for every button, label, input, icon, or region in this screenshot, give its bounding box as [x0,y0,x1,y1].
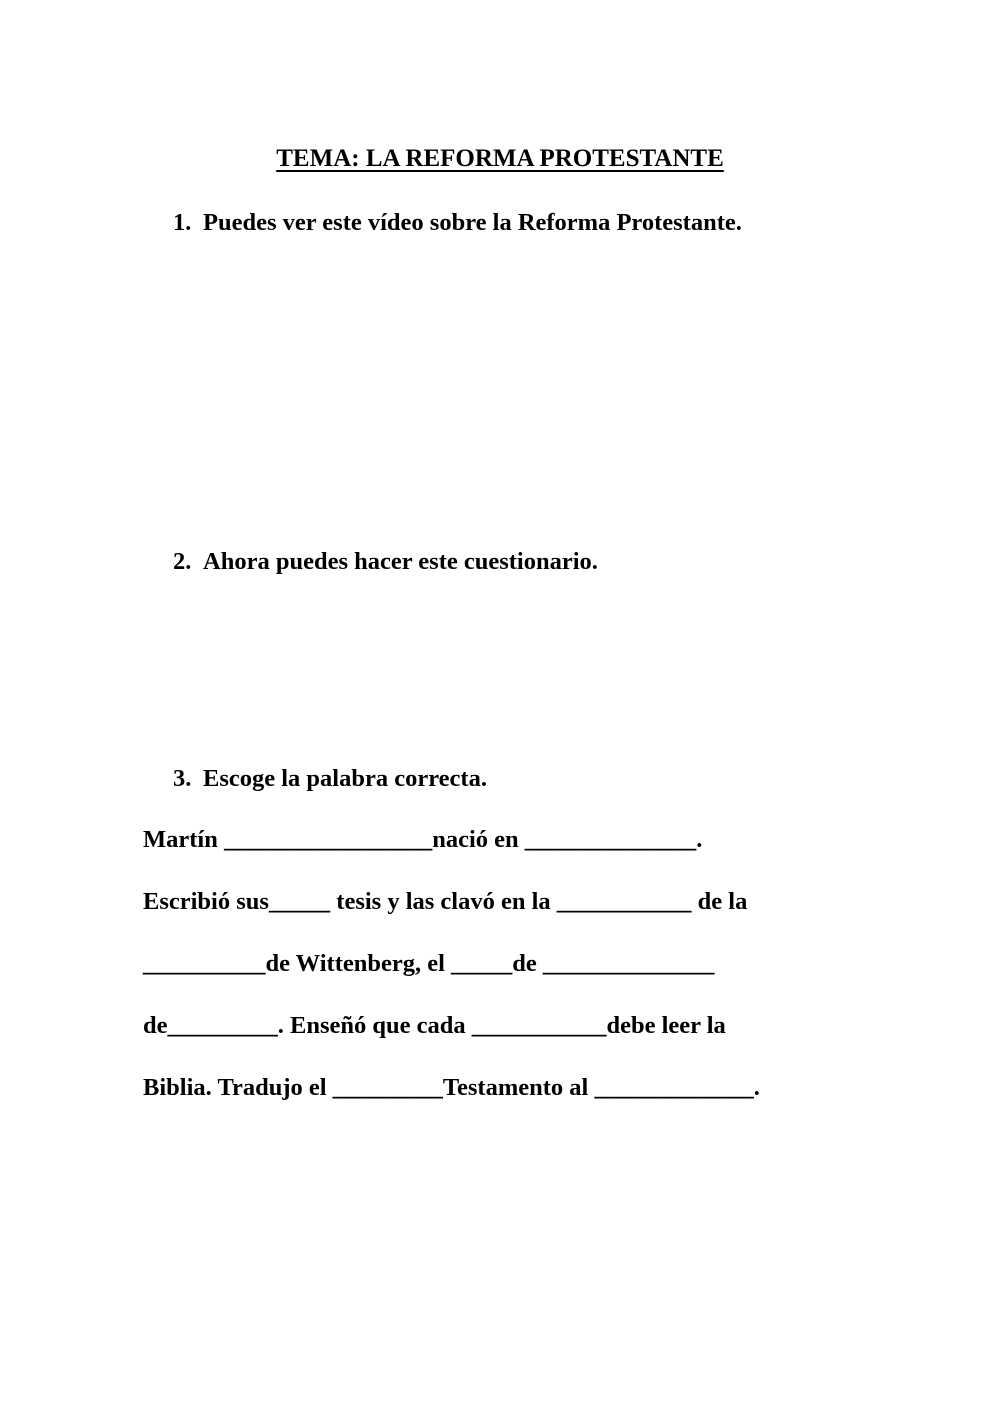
instruction-item-2 [173,548,598,576]
item-text: Ahora puedes hacer este cuestionario. [203,548,598,575]
item-number: 3. [173,765,192,792]
instruction-item-3 [173,765,487,793]
exercise-line-5: Biblia. Tradujo el _________Testamento al _____________. [143,1074,760,1101]
item-number: 2. [173,548,192,575]
exercise-line-2: Escribió sus_____ tesis y las clavó en la ___________ de la [143,888,748,915]
item-text: Puedes ver este vídeo sobre la Reforma Protestante. [203,209,742,236]
item-number: 1. [173,209,192,236]
exercise-line-4: de_________. Enseñó que cada ___________debe leer la [143,1012,726,1039]
exercise-line-1: Martín _________________nació en ______________. [143,826,703,853]
instruction-item-1 [173,209,742,237]
exercise-line-3: __________de Wittenberg, el _____de ______________ [143,950,715,977]
page-title: TEMA: LA REFORMA PROTESTANTE [276,145,724,172]
item-text: Escoge la palabra correcta. [203,765,487,792]
